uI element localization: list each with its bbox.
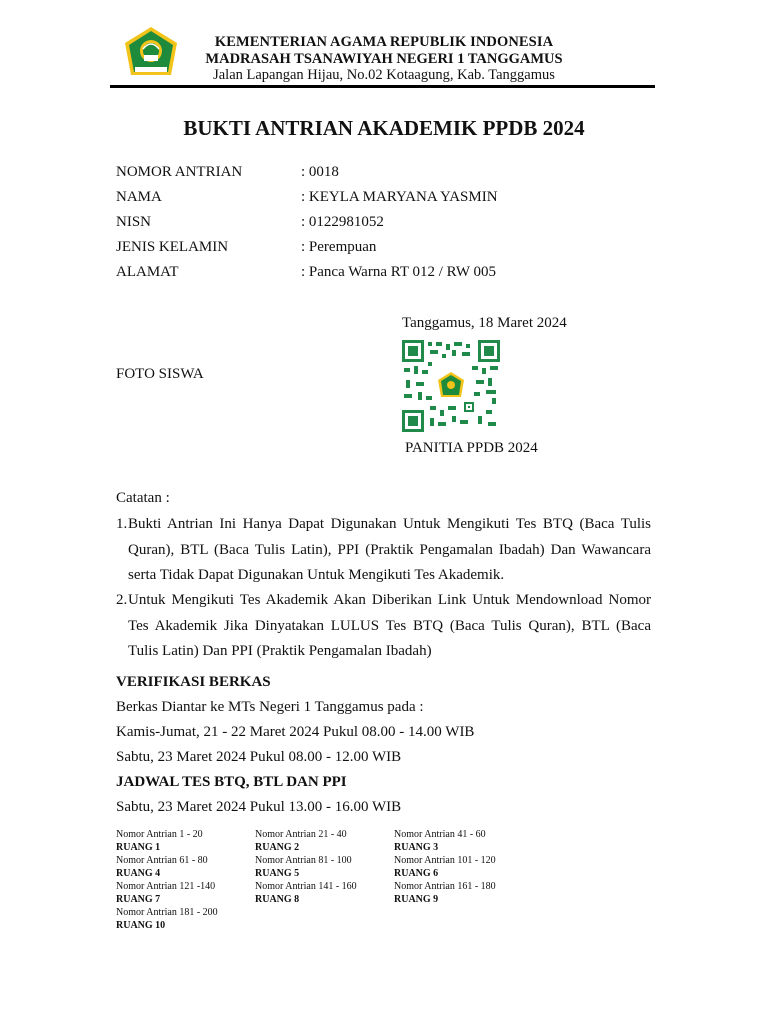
room-name: RUANG 4 [116,868,161,879]
room-name: RUANG 3 [394,842,439,853]
room-range: Nomor Antrian 141 - 160 [255,881,357,892]
room-range: Nomor Antrian 41 - 60 [394,829,486,840]
signer-name: PANITIA PPDB 2024 [405,440,538,456]
field-value-alamat: : Panca Warna RT 012 / RW 005 [301,264,496,280]
room-range: Nomor Antrian 181 - 200 [116,907,218,918]
room-name: RUANG 1 [116,842,161,853]
field-value-nomor: : 0018 [301,164,339,180]
note-number: 2. [116,592,128,608]
field-label-alamat: ALAMAT [116,264,179,280]
place-date: Tanggamus, 18 Maret 2024 [402,315,567,331]
field-value-nisn: : 0122981052 [301,214,384,230]
verifikasi-heading: VERIFIKASI BERKAS [116,674,271,690]
note-item-1 [116,512,651,589]
photo-placeholder-label: FOTO SISWA [116,366,204,382]
note-text: Untuk Mengikuti Tes Akademik Akan Diberikan Link Untuk Mendownload Nomor Tes Akademik Jika Dinyatakan LULUS Tes BTQ (Baca Tulis Quran), BTL (Baca Tulis Latin) Dan PPI (Praktik Pengamalan Ibadah) [128,592,651,659]
note-number: 1. [116,516,128,532]
room-name: RUANG 5 [255,868,300,879]
header-divider [110,85,655,88]
jadwal-heading: JADWAL TES BTQ, BTL DAN PPI [116,774,347,790]
field-value-gender: : Perempuan [301,239,377,255]
room-entry [394,828,496,906]
header-school: MADRASAH TSANAWIYAH NEGERI 1 TANGGAMUS [205,51,563,67]
room-range: Nomor Antrian 1 - 20 [116,829,203,840]
room-name: RUANG 6 [394,868,439,879]
notes-heading: Catatan : [116,490,170,506]
qr-code-icon [402,340,500,432]
field-label-gender: JENIS KELAMIN [116,239,229,255]
verifikasi-line-2: Kamis-Jumat, 21 - 22 Maret 2024 Pukul 08.00 - 14.00 WIB [116,724,475,740]
jadwal-line-1: Sabtu, 23 Maret 2024 Pukul 13.00 - 16.00 WIB [116,799,402,815]
room-entry [116,828,218,932]
room-range: Nomor Antrian 21 - 40 [255,829,347,840]
room-name: RUANG 2 [255,842,300,853]
field-label-nama: NAMA [116,189,162,205]
room-range: Nomor Antrian 161 - 180 [394,881,496,892]
room-range: Nomor Antrian 121 -140 [116,881,216,892]
room-range: Nomor Antrian 81 - 100 [255,855,352,866]
room-name: RUANG 7 [116,894,161,905]
room-name: RUANG 8 [255,894,300,905]
verifikasi-line-1: Berkas Diantar ke MTs Negeri 1 Tanggamus pada : [116,699,424,715]
room-name: RUANG 9 [394,894,439,905]
header-address: Jalan Lapangan Hijau, No.02 Kotaagung, Kab. Tanggamus [213,67,555,83]
note-item-2 [116,588,651,665]
field-label-nomor: NOMOR ANTRIAN [116,164,243,180]
room-range: Nomor Antrian 101 - 120 [394,855,496,866]
kemenag-emblem-icon [121,25,181,81]
verifikasi-line-3: Sabtu, 23 Maret 2024 Pukul 08.00 - 12.00 WIB [116,749,402,765]
room-range: Nomor Antrian 61 - 80 [116,855,208,866]
room-name: RUANG 10 [116,920,166,931]
room-entry [255,828,357,906]
note-text: Bukti Antrian Ini Hanya Dapat Digunakan Untuk Mengikuti Tes BTQ (Baca Tulis Quran), BTL (Baca Tulis Latin), PPI (Praktik Pengamalan Ibadah) Dan Wawancara serta Tidak Dapat Digunakan Untuk Mengikuti Tes Akademik. [128,516,651,583]
page-title: BUKTI ANTRIAN AKADEMIK PPDB 2024 [183,116,585,140]
field-value-nama: : KEYLA MARYANA YASMIN [301,189,498,205]
field-label-nisn: NISN [116,214,152,230]
header-ministry: KEMENTERIAN AGAMA REPUBLIK INDONESIA [214,34,554,50]
